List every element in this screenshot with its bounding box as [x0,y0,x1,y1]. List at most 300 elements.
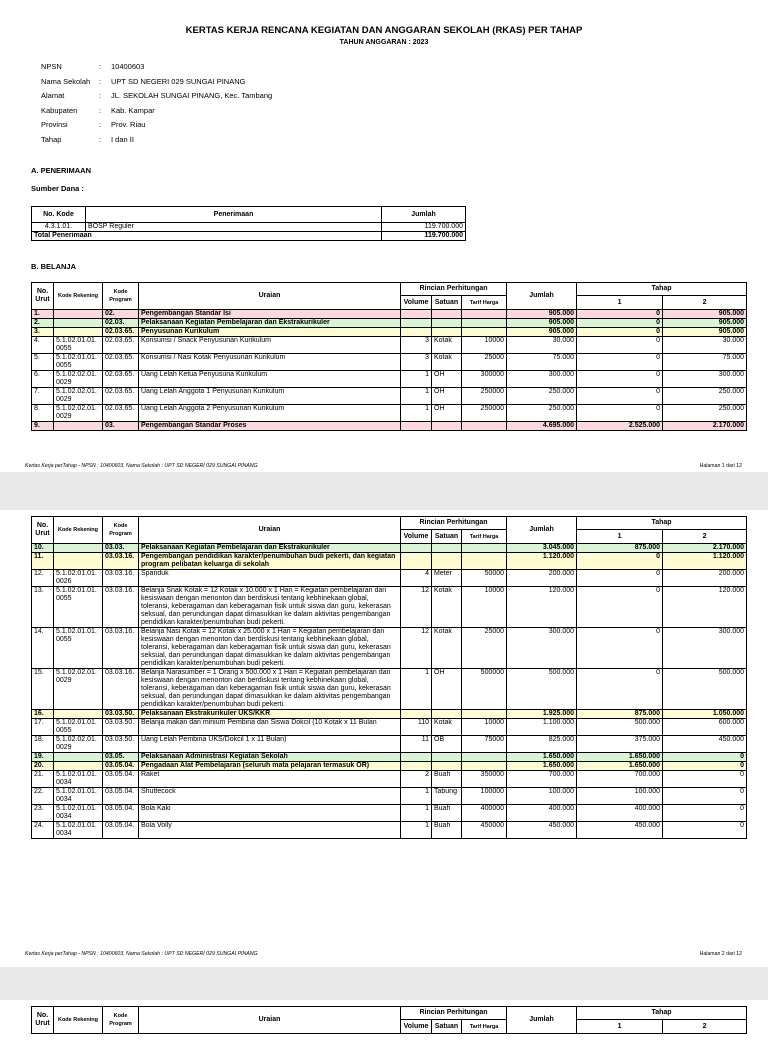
cell-satuan: OH [432,405,462,422]
cell-program: 03.03.50. [103,736,139,753]
info-colon: : [99,62,102,71]
document-page-2 [0,510,768,967]
cell-volume: 1 [401,669,432,710]
table-row [32,337,747,354]
cell-satuan: Kotak [432,337,462,354]
header-penerimaan: Penerimaan [86,207,382,223]
cell-tahap-2: 500.000 [663,669,747,710]
cell-uraian: Pengadaan Alat Pembelajaran (seluruh mata pelajaran termasuk OR) [139,762,401,771]
cell-tarif [462,710,507,719]
cell-jumlah: 4.695.000 [507,422,577,431]
cell-volume: 1 [401,405,432,422]
cell-jumlah: 905.000 [507,328,577,337]
cell-rekening: 5.1.02.01.01.0055 [54,719,103,736]
cell-tarif: 400000 [462,805,507,822]
cell-jumlah: 825.000 [507,736,577,753]
header-tahap-2: 2 [663,1020,747,1034]
cell-tahap-1: 0 [577,388,663,405]
cell-uraian: Uang Lelah Ketua Penyusuna Kurikulum [139,371,401,388]
cell-volume: 12 [401,587,432,628]
cell-rekening: 5.1.02.02.01.0029 [54,669,103,710]
cell-no: 23. [32,805,54,822]
cell-no: 11. [32,553,54,570]
info-row [41,62,272,77]
cell-tarif: 25000 [462,628,507,669]
cell-tahap-1: 875.000 [577,710,663,719]
cell-uraian: Bola Volly [139,822,401,839]
cell-tahap-1: 2.525.000 [577,422,663,431]
cell-tahap-1: 0 [577,669,663,710]
cell-tahap-2: 0 [663,822,747,839]
cell-program: 03.03.16. [103,570,139,587]
cell-tahap-2: 0 [663,753,747,762]
cell-no: 4. [32,337,54,354]
cell-rekening: 5.1.02.02.01.0029 [54,371,103,388]
cell-no: 1. [32,310,54,319]
cell-tarif [462,422,507,431]
cell-satuan [432,762,462,771]
cell-satuan [432,544,462,553]
header-satuan: Satuan [432,1020,462,1034]
cell-jumlah: 400.000 [507,805,577,822]
cell-no: 9. [32,422,54,431]
cell-rekening: 5.1.02.02.01.0029 [54,736,103,753]
info-colon: : [99,91,102,100]
header-volume: Volume [401,530,432,544]
cell-jumlah: 200.000 [507,570,577,587]
cell-volume: 1 [401,805,432,822]
table-row [32,405,747,422]
cell-volume: 3 [401,337,432,354]
cell-volume: 12 [401,628,432,669]
cell-satuan [432,328,462,337]
cell-program: 03.03.16. [103,553,139,570]
cell-jumlah: 300.000 [507,628,577,669]
cell-tarif [462,553,507,570]
cell-no: 21. [32,771,54,788]
cell-satuan [432,319,462,328]
cell-program: 03.03.50. [103,719,139,736]
header-jumlah: Jumlah [507,283,577,310]
cell-jumlah: 700.000 [507,771,577,788]
cell-satuan: OB [432,736,462,753]
belanja-table-page3 [31,1006,747,1034]
cell-jumlah: 250.000 [507,388,577,405]
cell-satuan: Kotak [432,628,462,669]
cell-rekening [54,319,103,328]
table-row [32,570,747,587]
table-row [32,388,747,405]
belanja-body [32,1007,747,1034]
info-label: Provinsi [41,120,68,129]
cell-volume [401,328,432,337]
cell-tahap-1: 500.000 [577,719,663,736]
cell-rekening: 5.1.02.01.01.0034 [54,771,103,788]
cell-uraian: Bola Kaki [139,805,401,822]
cell-tahap-1: 1.650.000 [577,762,663,771]
penerimaan-kode: 4.3.1.01. [32,223,86,232]
cell-no: 13. [32,587,54,628]
cell-program: 02. [103,310,139,319]
cell-tarif: 500000 [462,669,507,710]
info-value: I dan II [111,134,134,144]
cell-rekening: 5.1.02.01.01.0026 [54,570,103,587]
cell-no: 22. [32,788,54,805]
info-row [41,77,272,92]
cell-rekening: 5.1.02.01.01.0034 [54,788,103,805]
table-row [32,822,747,839]
cell-no: 8. [32,405,54,422]
cell-tarif: 75000 [462,736,507,753]
table-row [32,553,747,570]
penerimaan-table [31,206,466,241]
cell-tahap-2: 1.120.000 [663,553,747,570]
cell-tahap-2: 0 [663,771,747,788]
cell-volume: 1 [401,822,432,839]
cell-tahap-1: 0 [577,570,663,587]
header-no-urut: No. Urut [32,517,54,544]
cell-satuan: Buah [432,805,462,822]
cell-tahap-1: 0 [577,319,663,328]
cell-uraian: Pengembangan pendidikan karakter/penumbuhan budi pekerti, dan kegiatan program pelibatan keluarga di sekolah [139,553,401,570]
header-tahap-2: 2 [663,530,747,544]
cell-uraian: Pengembangan Standar Proses [139,422,401,431]
cell-tahap-2: 0 [663,788,747,805]
cell-tahap-2: 2.170.000 [663,544,747,553]
header-kode-rekening: Kode Rekening [54,1007,103,1034]
cell-jumlah: 250.000 [507,405,577,422]
header-rincian: Rincian Perhitungan [401,283,507,296]
cell-uraian: Belanja Narasumber = 1 Orang x 500.000 x 1 Hari = Kegiatan pembelajaran dan kesiswaan dengan menonton dan berdiskusi tentang kebhinekaan global, toleransi, keberagaman dan keberagaman fisik untuk siswa dan guru, kekerasan seksual, dan perundungan dapat dimasukkan ke dalam aktivitas pengembangan pendidikan karakter/penumbuhan budi pekerti. [139,669,401,710]
cell-volume: 3 [401,354,432,371]
cell-volume [401,422,432,431]
cell-volume: 11 [401,736,432,753]
table-row [32,788,747,805]
cell-tahap-2: 250.000 [663,405,747,422]
header-tahap: Tahap [577,283,747,296]
cell-no: 6. [32,371,54,388]
document-page-3 [0,1000,768,1040]
info-value: UPT SD NEGERI 029 SUNGAI PINANG [111,76,246,86]
cell-volume: 110 [401,719,432,736]
header-tahap: Tahap [577,1007,747,1020]
cell-tarif: 100000 [462,788,507,805]
cell-program: 03.03.50. [103,710,139,719]
document-subtitle: TAHUN ANGGARAN : 2023 [339,39,429,46]
cell-uraian: Pelaksanaan Kegiatan Pembelajaran dan Ekstrakurikuler [139,319,401,328]
cell-tahap-2: 75.000 [663,354,747,371]
table-row [32,354,747,371]
cell-uraian: Penyusunan Kurikulum [139,328,401,337]
total-label: Total Penerimaan [32,232,382,241]
header-kode-program: Kode Program [103,517,139,544]
cell-no: 12. [32,570,54,587]
cell-program: 03.03.16. [103,669,139,710]
cell-uraian: Uang Lelah Anggota 1 Penyusunan Kurikulum [139,388,401,405]
cell-uraian: Belanja Snak Kotak = 12 Kotak x 10.000 x 1 Hari = Kegiatan pembelajaran dan kesiswaan dengan menonton dan berdiskusi tentang kebhinekaan global, toleransi, keberagaman dan keberagaman fisik untuk siswa dan guru, kekerasan seksual, dan perundungan dapat dimasukkan ke dalam aktivitas pengembangan pendidikan karakter/penumbuhan budi pekerti. [139,587,401,628]
header-tahap-2: 2 [663,296,747,310]
info-colon: : [99,134,102,144]
header-no-urut: No. Urut [32,1007,54,1034]
cell-program: 02.03.65. [103,328,139,337]
cell-uraian: Shuttecock [139,788,401,805]
table-row [32,736,747,753]
cell-uraian: Raket [139,771,401,788]
cell-tahap-2: 300.000 [663,371,747,388]
belanja-table-page2 [31,516,747,839]
cell-satuan [432,553,462,570]
cell-program: 03.03. [103,544,139,553]
belanja-table-page1 [31,282,747,431]
penerimaan-jumlah: 119.700.000 [382,223,466,232]
cell-jumlah: 300.000 [507,371,577,388]
cell-volume: 2 [401,771,432,788]
cell-jumlah: 3.045.000 [507,544,577,553]
table-row [32,628,747,669]
cell-program: 03.05.04. [103,805,139,822]
cell-jumlah: 905.000 [507,310,577,319]
cell-tahap-2: 30.000 [663,337,747,354]
cell-satuan: OH [432,388,462,405]
cell-jumlah: 1.925.000 [507,710,577,719]
cell-tahap-2: 1.050.000 [663,710,747,719]
header-jumlah: Jumlah [507,517,577,544]
sumber-dana-label: Sumber Dana : [31,184,84,193]
cell-tahap-1: 0 [577,310,663,319]
cell-no: 15. [32,669,54,710]
cell-satuan: Kotak [432,587,462,628]
cell-volume: 4 [401,570,432,587]
cell-jumlah: 1.100.000 [507,719,577,736]
document-title: KERTAS KERJA RENCANA KEGIATAN DAN ANGGARAN SEKOLAH (RKAS) PER TAHAP [185,25,583,36]
cell-tahap-1: 0 [577,405,663,422]
section-penerimaan-title: A. PENERIMAAN [31,166,92,175]
header-tahap-1: 1 [577,1020,663,1034]
header-jumlah: Jumlah [382,207,466,223]
header-tahap: Tahap [577,517,747,530]
cell-tahap-2: 300.000 [663,628,747,669]
info-label: Nama Sekolah [41,76,91,86]
cell-tahap-1: 400.000 [577,805,663,822]
cell-uraian: Konsumsi / Nasi Kotak Penyusunan Kurikulum [139,354,401,371]
cell-satuan [432,710,462,719]
page-number: Halaman 1 dari 12 [699,463,742,469]
table-row [32,710,747,719]
cell-rekening: 5.1.02.01.01.0055 [54,587,103,628]
header-tarif: Tarif Harga [462,1020,507,1034]
cell-volume [401,762,432,771]
cell-rekening: 5.1.02.02.01.0029 [54,405,103,422]
total-row [32,232,466,241]
header-tahap-1: 1 [577,530,663,544]
cell-program: 03. [103,422,139,431]
table-row [32,753,747,762]
cell-tarif: 50000 [462,570,507,587]
header-no-urut: No. Urut [32,283,54,310]
info-row [41,106,272,121]
cell-satuan [432,310,462,319]
info-colon: : [99,105,102,115]
header-tarif: Tarif Harga [462,296,507,310]
table-row [32,422,747,431]
info-label: NPSN [41,62,62,71]
cell-tarif: 250000 [462,405,507,422]
cell-tahap-2: 0 [663,805,747,822]
header-uraian: Uraian [139,517,401,544]
header-uraian: Uraian [139,1007,401,1034]
cell-uraian: Pelaksanaan Ekstrakurikuler UKS/KKR [139,710,401,719]
info-value: JL. SEKOLAH SUNGAI PINANG, Kec. Tambang [111,91,273,100]
cell-uraian: Pengembangan Standar Isi [139,310,401,319]
cell-satuan [432,753,462,762]
cell-no: 24. [32,822,54,839]
cell-tahap-1: 0 [577,371,663,388]
cell-uraian: Uang Lelah Anggota 2 Penyusunan Kurikulum [139,405,401,422]
cell-no: 3. [32,328,54,337]
header-uraian: Uraian [139,283,401,310]
cell-tahap-1: 0 [577,553,663,570]
cell-tarif: 10000 [462,719,507,736]
info-label: Alamat [41,91,65,100]
cell-tahap-2: 250.000 [663,388,747,405]
cell-rekening [54,762,103,771]
cell-tahap-2: 120.000 [663,587,747,628]
info-label: Kabupaten [41,105,78,115]
cell-volume [401,319,432,328]
cell-tahap-1: 700.000 [577,771,663,788]
info-row [41,135,272,150]
cell-jumlah: 1.120.000 [507,553,577,570]
header-tahap-1: 1 [577,296,663,310]
cell-satuan: Buah [432,822,462,839]
cell-volume [401,310,432,319]
cell-no: 14. [32,628,54,669]
footer-text: Kertas Kerja perTahap - NPSN : 10400603, Nama Sekolah : UPT SD NEGERI 029 SUNGAI PINANG [25,463,258,469]
cell-volume [401,544,432,553]
cell-tahap-1: 450.000 [577,822,663,839]
cell-tarif: 10000 [462,587,507,628]
table-row [32,319,747,328]
cell-tarif: 25000 [462,354,507,371]
cell-volume [401,710,432,719]
table-row [32,805,747,822]
cell-program: 02.03.65. [103,337,139,354]
cell-rekening: 5.1.02.01.01.0055 [54,354,103,371]
info-row [41,120,272,135]
info-label: Tahap [41,134,62,144]
header-volume: Volume [401,1020,432,1034]
cell-volume [401,753,432,762]
total-value: 119.700.000 [382,232,466,241]
cell-tarif: 450000 [462,822,507,839]
cell-volume: 1 [401,788,432,805]
cell-tahap-2: 600.000 [663,719,747,736]
info-row [41,91,272,106]
belanja-body [32,283,747,431]
cell-tarif: 300000 [462,371,507,388]
info-colon: : [99,76,102,86]
cell-rekening [54,553,103,570]
cell-rekening: 5.1.02.01.01.0055 [54,628,103,669]
cell-rekening: 5.1.02.01.01.0055 [54,337,103,354]
cell-rekening [54,710,103,719]
cell-tarif [462,544,507,553]
header-kode-rekening: Kode Rekening [54,283,103,310]
cell-no: 7. [32,388,54,405]
table-row [32,328,747,337]
cell-uraian: Pelaksanaan Administrasi Kegiatan Sekolah [139,753,401,762]
cell-satuan: OH [432,669,462,710]
cell-uraian: Uang Lelah Pembina UKS/Dokcil 1 x 11 Bulan) [139,736,401,753]
cell-program: 03.05.04. [103,822,139,839]
cell-program: 02.03. [103,319,139,328]
cell-no: 5. [32,354,54,371]
cell-volume [401,553,432,570]
cell-satuan [432,422,462,431]
cell-no: 18. [32,736,54,753]
cell-satuan: Kotak [432,719,462,736]
cell-program: 03.05.04. [103,762,139,771]
table-row [32,669,747,710]
cell-tarif: 350000 [462,771,507,788]
header-rincian: Rincian Perhitungan [401,1007,507,1020]
cell-jumlah: 1.650.000 [507,762,577,771]
cell-volume: 1 [401,388,432,405]
cell-no: 10. [32,544,54,553]
cell-jumlah: 30.000 [507,337,577,354]
cell-jumlah: 450.000 [507,822,577,839]
cell-tahap-1: 1.650.000 [577,753,663,762]
header-jumlah: Jumlah [507,1007,577,1034]
cell-rekening: 5.1.02.01.01.0034 [54,805,103,822]
cell-rekening: 5.1.02.01.01.0034 [54,822,103,839]
cell-tahap-2: 2.170.000 [663,422,747,431]
cell-program: 02.03.65. [103,371,139,388]
table-row [32,371,747,388]
header-satuan: Satuan [432,296,462,310]
table-row [32,771,747,788]
section-belanja-title: B. BELANJA [31,262,77,271]
cell-tarif: 250000 [462,388,507,405]
cell-rekening [54,753,103,762]
info-colon: : [99,120,102,129]
penerimaan-nama: BOSP Reguler [86,223,382,232]
cell-tahap-2: 905.000 [663,319,747,328]
cell-tahap-1: 0 [577,337,663,354]
header-kode-rekening: Kode Rekening [54,517,103,544]
cell-volume: 1 [401,371,432,388]
cell-tarif [462,328,507,337]
cell-jumlah: 500.000 [507,669,577,710]
table-row [32,544,747,553]
table-row [32,762,747,771]
table-row [32,223,466,232]
header-no-kode: No. Kode [32,207,86,223]
cell-tahap-1: 0 [577,628,663,669]
cell-uraian: Pelaksanaan Kegiatan Pembelajaran dan Ekstrakurikuler [139,544,401,553]
cell-jumlah: 100.000 [507,788,577,805]
header-rincian: Rincian Perhitungan [401,517,507,530]
cell-program: 02.03.65. [103,354,139,371]
cell-tahap-1: 0 [577,328,663,337]
cell-tarif [462,310,507,319]
cell-no: 19. [32,753,54,762]
cell-program: 03.05. [103,753,139,762]
cell-uraian: Belanja Nasi Kotak = 12 Kotak x 25.000 x 1 Hari = Kegiatan pembelajaran dan kesiswaan dengan menonton dan berdiskusi tentang kebhinekaan global, toleransi, keberagaman dan keberagaman fisik untuk siswa dan guru, kekerasan seksual, dan perundungan dapat dimasukkan ke dalam aktivitas pengembangan pendidikan karakter/penumbuhan budi pekerti. [139,628,401,669]
cell-uraian: Belanja makan dan minium Pembina dan Siswa Dokcil (10 Kotak x 11 Bulan [139,719,401,736]
cell-satuan: Meter [432,570,462,587]
cell-satuan: OH [432,371,462,388]
